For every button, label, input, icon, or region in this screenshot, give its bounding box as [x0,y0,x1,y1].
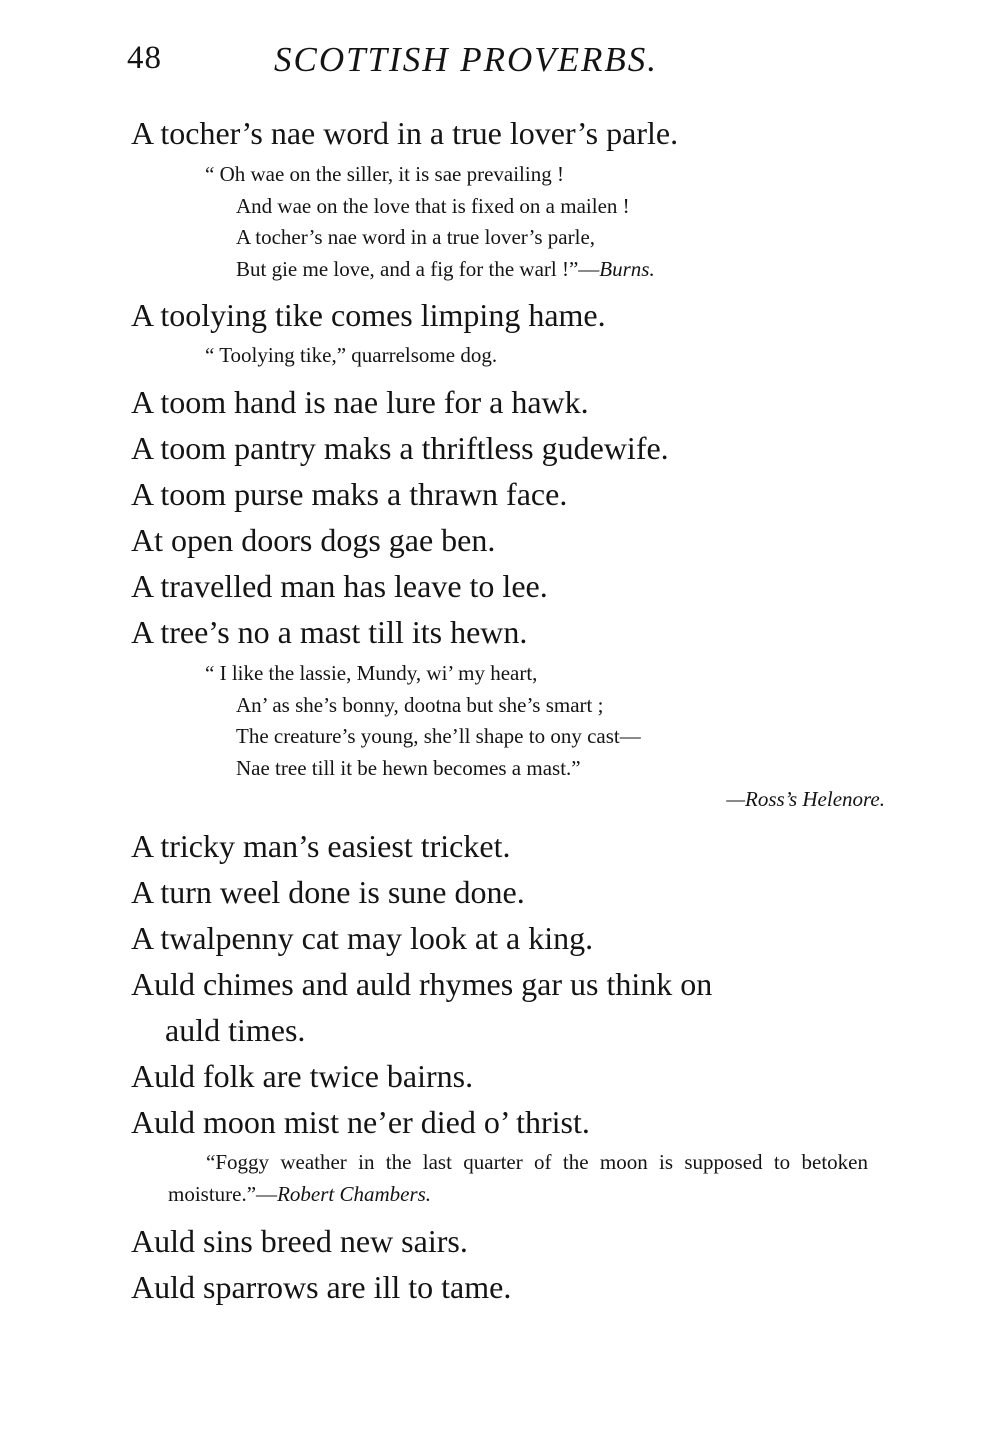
proverb: At open doors dogs gae ben. [131,522,496,558]
verse-line: The creature’s young, she’ll shape to ony cast— [236,724,641,748]
proverb: A twalpenny cat may look at a king. [131,919,594,956]
verse-line: “ Oh wae on the siller, it is sae prevailing ! [205,162,564,186]
proverb: A tree’s no a mast till its hewn. [131,614,528,650]
proverb-list [131,110,885,1310]
proverb: Auld sparrows are ill to tame. [131,1268,512,1305]
note-attribution: Robert Chambers. [277,1181,432,1206]
verse-line: An’ as she’s bonny, dootna but she’s smart ; [236,692,604,717]
proverb: Auld sins breed new sairs. [131,1222,468,1259]
proverb: A toom hand is nae lure for a hawk. [131,384,589,420]
proverb-line-continued: auld times. [165,1011,306,1048]
gloss-note: “ Toolying tike,” quarrelsome dog. [205,343,498,367]
page-number: 48 [127,40,162,76]
verse-quotation [131,156,871,292]
verse-line-text: But gie me love, and a fig for the warl !”— [236,256,600,281]
proverb: Auld folk are twice bairns. [131,1057,474,1094]
verse-line: “ I like the lassie, Mundy, wi’ my heart, [205,661,538,685]
proverb [131,961,871,1053]
verse-attribution: Burns. [599,256,655,281]
proverb: A toom pantry maks a thriftless gudewife. [131,430,669,466]
proverb: A tocher’s nae word in a true lover’s parle. [131,115,679,151]
running-header [0,40,1000,84]
note-text: “Foggy weather in the last quarter of the moon is supposed to betoken moisture.”— [168,1149,868,1206]
proverb: A travelled man has leave to lee. [131,568,548,604]
verse-line: A tocher’s nae word in a true lover’s parle, [236,225,596,249]
verse-quotation [131,655,885,823]
proverb: A toolying tike comes limping hame. [131,297,606,333]
verse-line: And wae on the love that is fixed on a mailen ! [236,193,630,218]
running-title: SCOTTISH PROVERBS. [274,40,659,79]
proverb: A turn weel done is sune done. [131,873,525,910]
verse-attribution: —Ross’s Helenore. [726,787,885,811]
verse-line [205,254,871,286]
proverb: A tricky man’s easiest tricket. [131,827,511,864]
proverb: A toom purse maks a thrawn face. [131,476,568,512]
proverb: Auld moon mist ne’er died o’ thrist. [131,1103,590,1140]
gloss-note [131,1145,868,1218]
proverb-line: Auld chimes and auld rhymes gar us think on [131,965,713,1002]
verse-line: Nae tree till it be hewn becomes a mast.” [236,755,581,780]
